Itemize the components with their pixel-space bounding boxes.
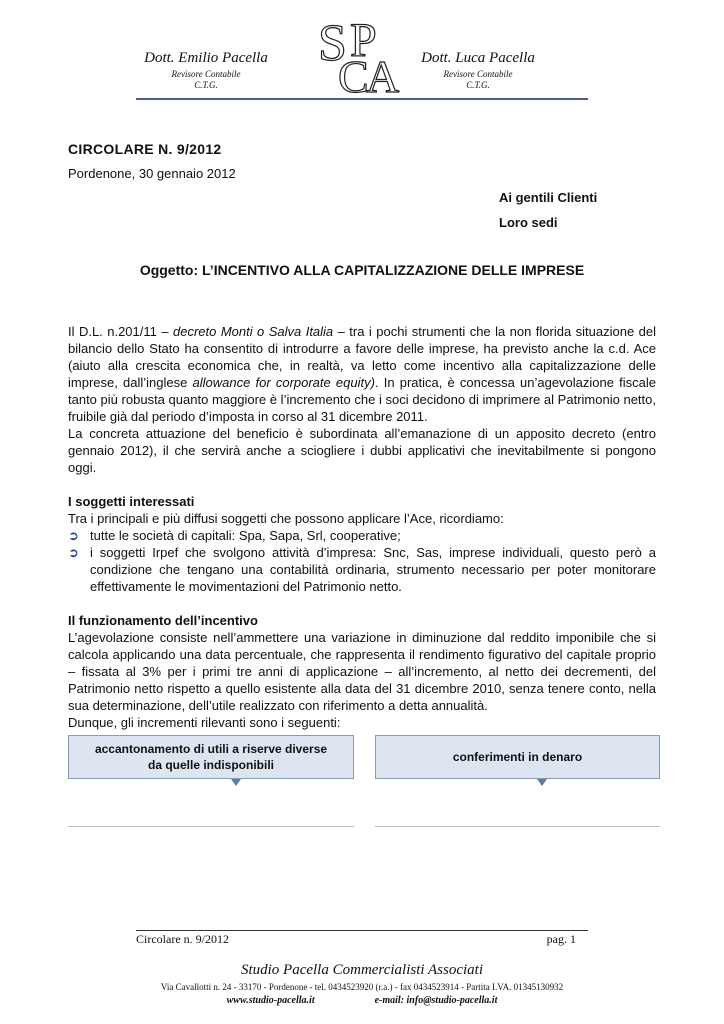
footer-contacts (0, 995, 724, 1006)
header-right-extra: C.T.G. (466, 80, 490, 90)
header-right-role: Revisore Contabile (443, 69, 513, 79)
footer-circolare: Circolare n. 9/2012 (136, 932, 229, 946)
section-heading-soggetti: I soggetti interessati (68, 494, 195, 509)
section-heading-funzionamento: Il funzionamento dell’incentivo (68, 613, 258, 628)
header-rule (136, 98, 588, 100)
subject-line: Oggetto: L’INCENTIVO ALLA CAPITALIZZAZIONE DELLE IMPRESE (139, 262, 585, 278)
logo-letter-a: A (366, 51, 400, 96)
list-item: ➲ tutte le società di capitali: Spa, Sapa, Srl, cooperative; (68, 528, 401, 543)
divider (375, 826, 660, 827)
box-pointer-icon (537, 779, 547, 786)
header-left-role: Revisore Contabile (171, 69, 241, 79)
logo-letter-c: C (338, 51, 369, 96)
header-left-name: Dott. Emilio Pacella (144, 50, 268, 66)
footer-address: Via Cavallotti n. 24 - 33170 - Pordenone - tel. 0434523920 (r.a.) - fax 0434523914 - Partita I.VA. 01345130932 (160, 982, 564, 992)
footer-email-link[interactable]: e-mail: info@studio-pacella.it (374, 995, 498, 1006)
intro-paragraph-2: La concreta attuazione del beneficio è subordinata all’emanazione di un apposito decreto (entro gennaio 2012), il che servirà anche a sciogliere i dubbi applicativi che inevitabilmente si pongono oggi. (68, 426, 656, 475)
logo-letter-s: S (318, 15, 347, 72)
section-lead-soggetti: Tra i principali e più diffusi soggetti che possono applicare l’Ace, ricordiamo: (68, 511, 504, 526)
body-text (68, 323, 656, 731)
intro-paragraph-1: Il D.L. n.201/11 – decreto Monti o Salva Italia – tra i pochi strumenti che la non florida situazione del bilancio dello Stato ha consentito di introdurre a favore delle imprese, ha previsto anche la c.d. Ace (aiuto alla crescita economica che, in realtà, va letto come incentivo alla capitalizzazione delle imprese, dall’inglese allowance for corporate equity). In pratica, è concessa un’agevolazione fiscale tanto più robusta quanto maggiore è l’incremento che i soci decidono di imprimere al Patrimonio netto, fruibile già dal periodo d’imposta in corso al 31 dicembre 2011. (68, 324, 657, 424)
header-left-extra: C.T.G. (194, 80, 218, 90)
section-paragraph-funzionamento: L’agevolazione consiste nell’ammettere una variazione in diminuzione dal reddito imponibile che si calcola applicando una data percentuale, che rappresenta il rendimento figurativo del capitale proprio – fissata al 3% per i primi tre anni di applicazione – all’incremento, al netto dei decrementi, del Patrimonio netto rispetto a quello esistente alla data del 31 dicembre 2010, senza tenere conto, nella sua determinazione, dell’utile realizzato con riferimento a detta annualità. (68, 630, 656, 713)
list-item: ➲ i soggetti Irpef che svolgono attività d’impresa: Snc, Sas, imprese individuali, questo però a condizione che tengano una contabilità ordinaria, strumento necessario per poter monitorare effettivamente le movimentazioni del Patrimonio netto. (68, 545, 656, 594)
footer-website-link[interactable]: www.studio-pacella.it (226, 995, 315, 1006)
recipient-line-2: Loro sedi (499, 215, 558, 230)
increment-box-utili: accantonamento di utili a riserve diverse da quelle indisponibili (68, 735, 354, 779)
increment-box-conferimenti: conferimenti in denaro (375, 735, 660, 779)
footer-studio-name: Studio Pacella Commercialisti Associati (240, 962, 484, 978)
section-paragraph-incrementi: Dunque, gli incrementi rilevanti sono i seguenti: (68, 715, 341, 730)
page-number: pag. 1 (546, 932, 576, 946)
divider (68, 826, 354, 827)
recipient-line-1: Ai gentili Clienti (499, 190, 598, 205)
arrow-bullet-icon: ➲ (68, 528, 79, 543)
arrow-bullet-icon: ➲ (68, 545, 79, 560)
circolare-number: CIRCOLARE N. 9/2012 (68, 141, 222, 157)
date-line: Pordenone, 30 gennaio 2012 (68, 166, 236, 181)
logo-letter-p: P (350, 14, 377, 67)
box-pointer-icon (231, 779, 241, 786)
header-right-name: Dott. Luca Pacella (421, 50, 535, 66)
footer-rule (136, 930, 588, 931)
